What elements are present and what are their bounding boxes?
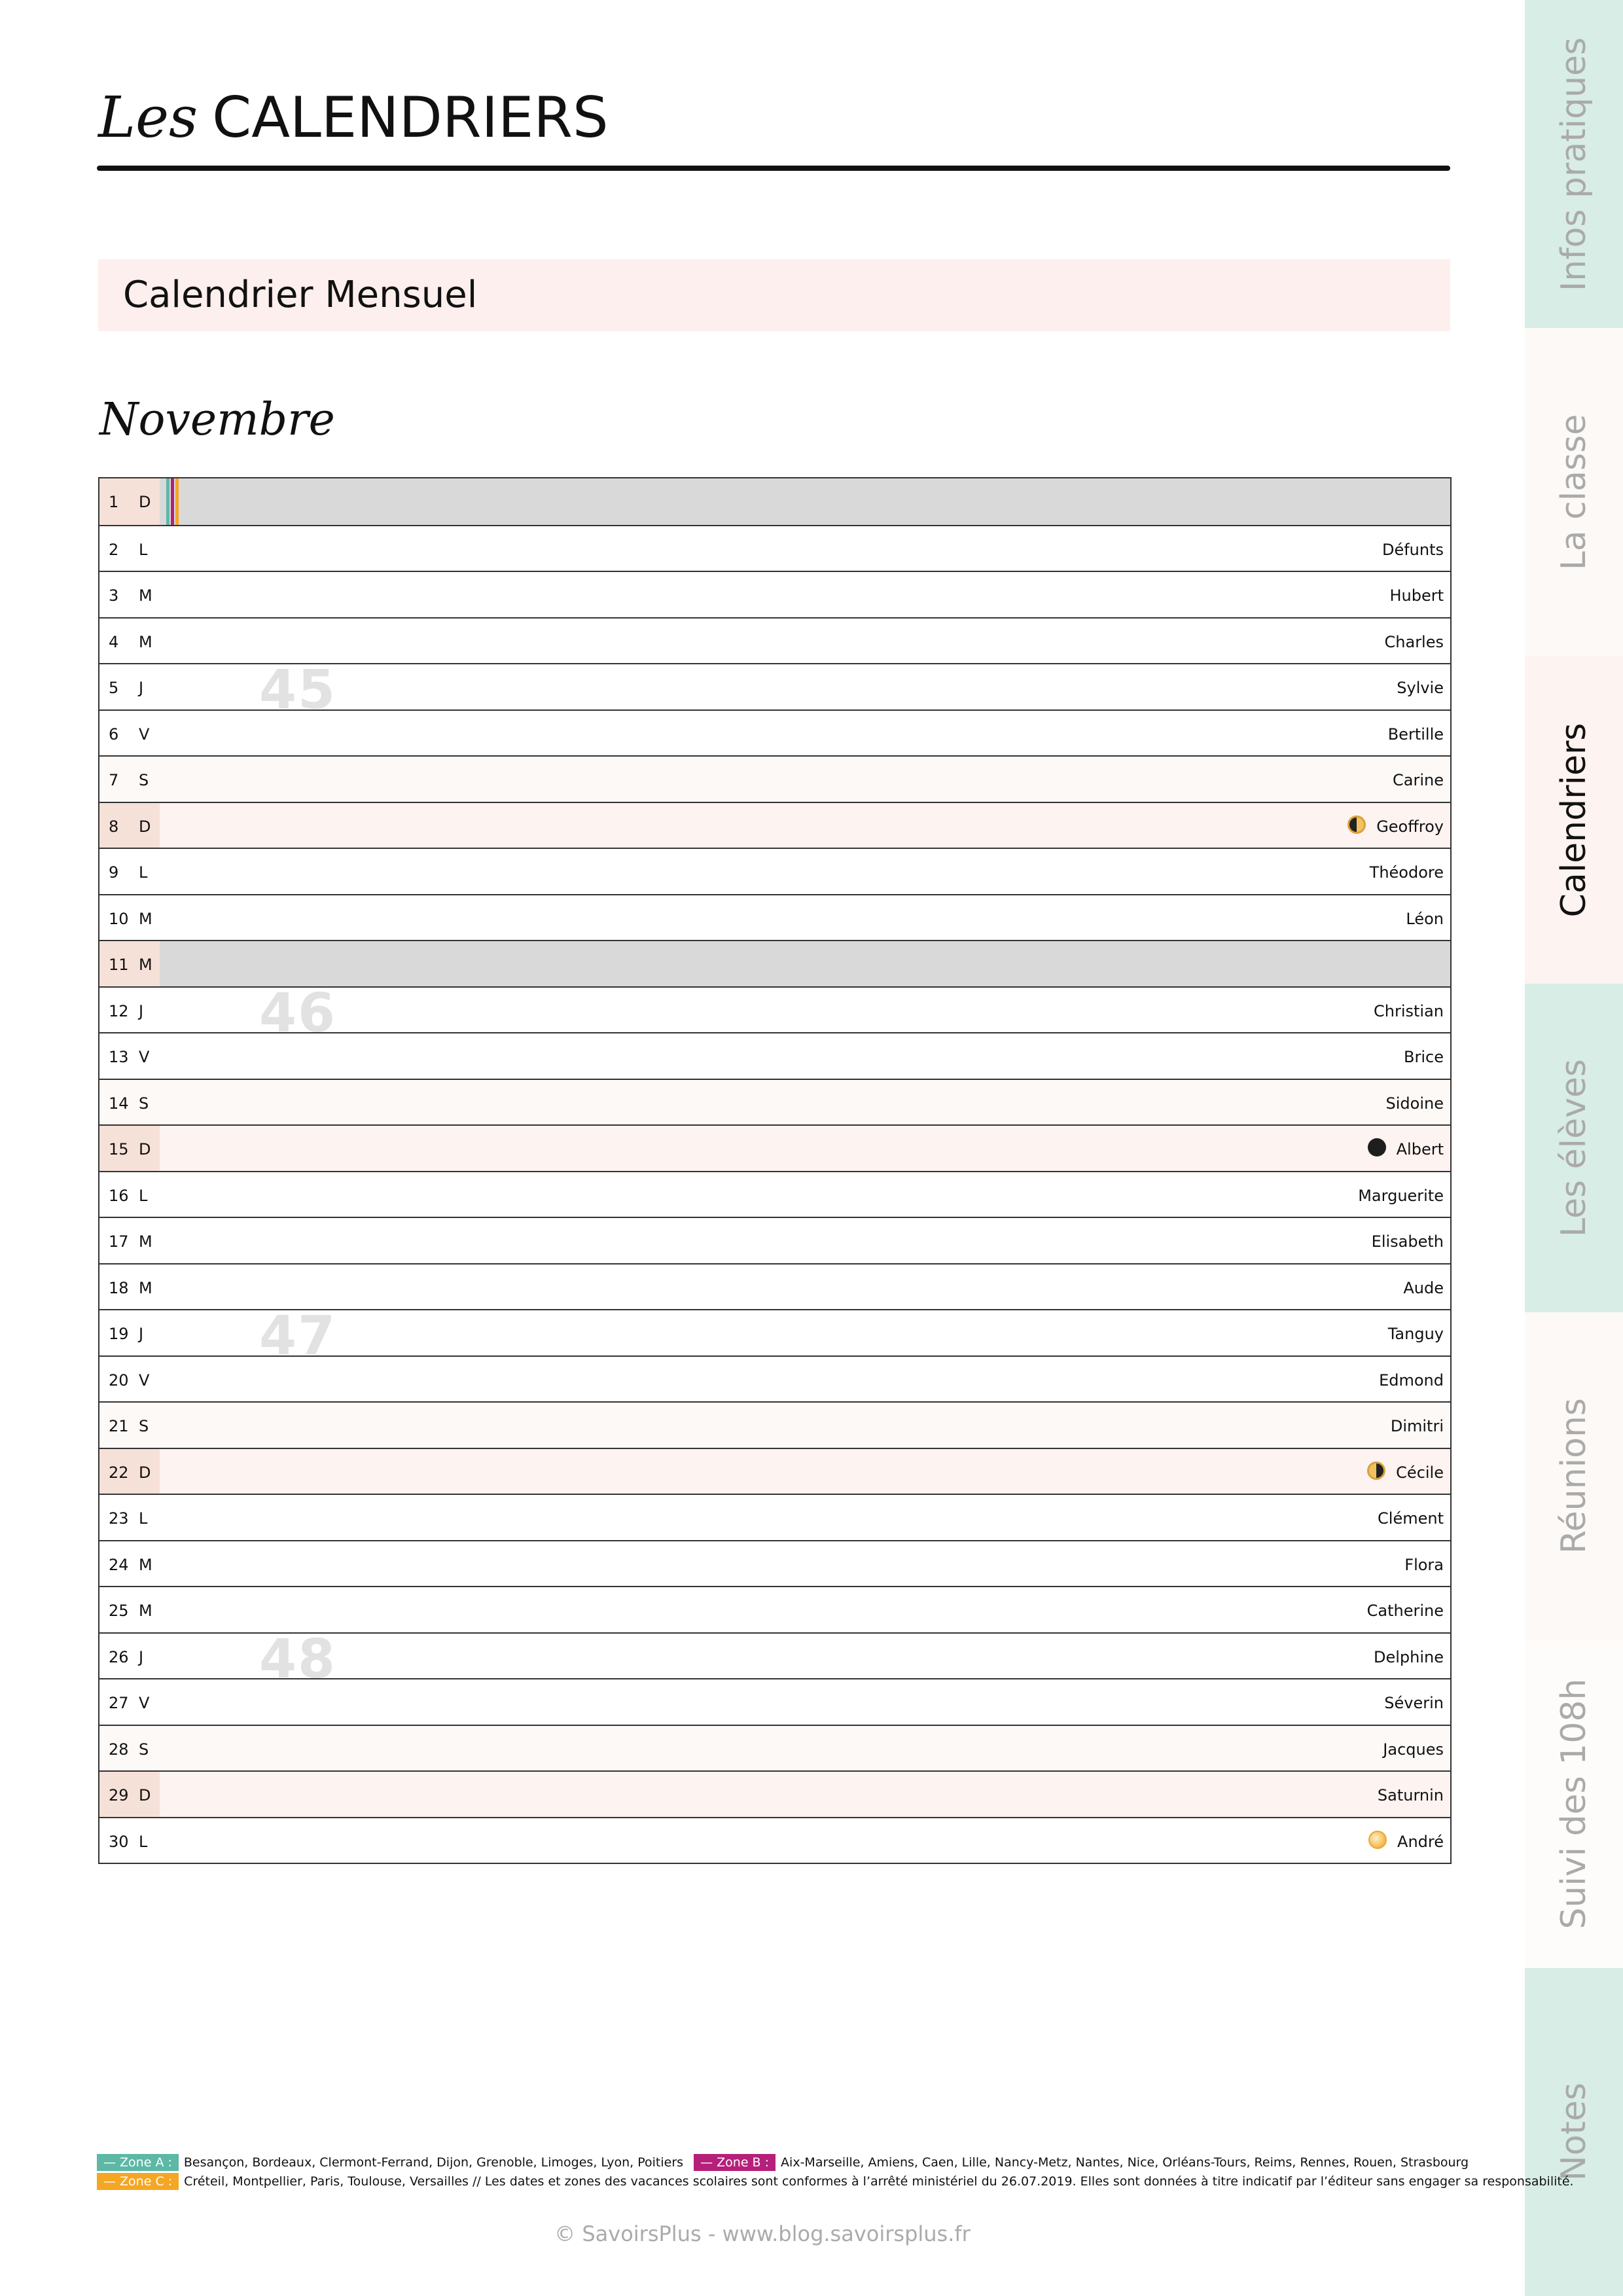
saint-name: Théodore bbox=[1369, 863, 1444, 882]
day-of-week: D bbox=[139, 493, 151, 511]
saint-name: Jacques bbox=[1383, 1740, 1444, 1759]
footer-copyright: © SavoirsPlus - www.blog.savoirsplus.fr bbox=[554, 2221, 971, 2246]
day-row bbox=[99, 755, 1450, 802]
day-number: 14 bbox=[109, 1094, 129, 1113]
day-of-week: L bbox=[139, 540, 148, 559]
day-row bbox=[99, 1725, 1450, 1771]
day-row bbox=[99, 848, 1450, 894]
saint-name: Hubert bbox=[1389, 586, 1444, 605]
day-of-week: J bbox=[139, 1647, 144, 1666]
tab-label: La classe bbox=[1554, 414, 1594, 570]
tab-label: Réunions bbox=[1554, 1398, 1594, 1554]
tab-infos-pratiques[interactable] bbox=[1525, 0, 1623, 328]
week-number: 46 bbox=[259, 982, 337, 1045]
tab-calendriers[interactable] bbox=[1525, 656, 1623, 984]
saint-name: Aude bbox=[1403, 1278, 1444, 1297]
page-title bbox=[98, 85, 609, 164]
day-of-week: D bbox=[139, 1140, 151, 1158]
tab-la-classe[interactable] bbox=[1525, 328, 1623, 656]
tab-suivi-des-108h[interactable] bbox=[1525, 1640, 1623, 1968]
day-row bbox=[99, 617, 1450, 664]
day-of-week: V bbox=[139, 725, 150, 744]
day-number: 30 bbox=[109, 1832, 129, 1851]
day-row bbox=[99, 1770, 1450, 1817]
zone-c-badge: — Zone C : bbox=[97, 2173, 179, 2190]
day-row bbox=[99, 1079, 1450, 1125]
day-number: 6 bbox=[109, 725, 119, 744]
last-quarter-icon bbox=[1367, 1462, 1385, 1480]
day-row bbox=[99, 1124, 1450, 1171]
day-of-week: M bbox=[139, 632, 152, 651]
day-of-week: M bbox=[139, 909, 152, 928]
day-number: 18 bbox=[109, 1278, 129, 1297]
day-number: 17 bbox=[109, 1232, 129, 1251]
day-row bbox=[99, 1448, 1450, 1494]
day-number: 1 bbox=[109, 493, 119, 511]
day-of-week: D bbox=[139, 1786, 151, 1804]
day-number: 9 bbox=[109, 863, 119, 882]
saint-name: Cécile bbox=[1396, 1463, 1444, 1482]
day-number: 15 bbox=[109, 1140, 129, 1158]
day-number: 5 bbox=[109, 679, 119, 697]
tab-label: Suivi des 108h bbox=[1554, 1678, 1594, 1929]
saint-name: Saturnin bbox=[1377, 1786, 1444, 1804]
day-of-week: M bbox=[139, 956, 152, 974]
day-of-week: V bbox=[139, 1048, 150, 1066]
day-number: 16 bbox=[109, 1186, 129, 1205]
day-row bbox=[99, 525, 1450, 571]
day-number: 7 bbox=[109, 771, 119, 789]
day-of-week: S bbox=[139, 1740, 149, 1759]
day-number: 27 bbox=[109, 1694, 129, 1712]
saint-name: Geoffroy bbox=[1376, 817, 1444, 836]
legend-line-1 bbox=[97, 2154, 1469, 2171]
saint-name: Clément bbox=[1378, 1509, 1444, 1528]
day-of-week: M bbox=[139, 586, 152, 605]
page-title-caps: CALENDRIERS bbox=[212, 85, 609, 151]
day-number: 21 bbox=[109, 1417, 129, 1435]
day-number: 24 bbox=[109, 1555, 129, 1574]
saint-name: Catherine bbox=[1366, 1602, 1444, 1620]
day-number: 10 bbox=[109, 909, 129, 928]
day-of-week: L bbox=[139, 1509, 148, 1528]
saint-name: Edmond bbox=[1379, 1371, 1444, 1390]
day-number: 29 bbox=[109, 1786, 129, 1804]
zone-a-badge: — Zone A : bbox=[97, 2154, 179, 2171]
day-row bbox=[99, 1817, 1450, 1863]
saint-name: Défunts bbox=[1382, 540, 1444, 559]
day-row bbox=[99, 478, 1450, 525]
day-number: 20 bbox=[109, 1371, 129, 1390]
tab-label: Les élèves bbox=[1554, 1059, 1594, 1237]
zone-b-text: Aix-Marseille, Amiens, Caen, Lille, Nancy-Metz, Nantes, Nice, Orléans-Tours, Reims, Rennes, Rouen, Strasbourg bbox=[781, 2155, 1469, 2170]
tab-label: Infos pratiques bbox=[1554, 37, 1594, 291]
saint-name: Carine bbox=[1393, 771, 1444, 789]
day-number: 22 bbox=[109, 1463, 129, 1482]
saint-name: Tanguy bbox=[1387, 1325, 1444, 1343]
vacation-zone-stripe bbox=[166, 478, 169, 525]
day-row bbox=[99, 1540, 1450, 1587]
day-number: 3 bbox=[109, 586, 119, 605]
saint-name: Charles bbox=[1384, 632, 1444, 651]
day-number: 4 bbox=[109, 632, 119, 651]
tab-notes[interactable] bbox=[1525, 1968, 1623, 2296]
day-of-week: J bbox=[139, 679, 144, 697]
day-of-week: S bbox=[139, 1094, 149, 1113]
legend-line-2 bbox=[97, 2173, 1574, 2190]
day-number: 8 bbox=[109, 817, 119, 836]
day-row bbox=[99, 894, 1450, 941]
page-title-script: Les bbox=[98, 85, 198, 151]
title-divider bbox=[97, 166, 1450, 171]
saint-name: Dimitri bbox=[1390, 1417, 1444, 1435]
day-of-week: V bbox=[139, 1694, 150, 1712]
month-title: Novembre bbox=[99, 394, 335, 446]
day-of-week: M bbox=[139, 1232, 152, 1251]
day-of-week: M bbox=[139, 1602, 152, 1620]
week-number: 47 bbox=[259, 1305, 337, 1367]
day-row bbox=[99, 1494, 1450, 1540]
day-number: 28 bbox=[109, 1740, 129, 1759]
tab-les-l-ves[interactable] bbox=[1525, 984, 1623, 1312]
saint-name: Léon bbox=[1406, 909, 1444, 928]
tab-r-unions[interactable] bbox=[1525, 1312, 1623, 1640]
day-row bbox=[99, 1171, 1450, 1217]
day-of-week: D bbox=[139, 1463, 151, 1482]
vacation-zone-stripe bbox=[175, 478, 179, 525]
saint-name: Brice bbox=[1404, 1048, 1444, 1066]
day-of-week: L bbox=[139, 1832, 148, 1851]
day-of-week: J bbox=[139, 1001, 144, 1020]
day-row bbox=[99, 802, 1450, 848]
saint-name: Marguerite bbox=[1358, 1186, 1444, 1205]
saint-name: Séverin bbox=[1384, 1694, 1444, 1712]
day-of-week: V bbox=[139, 1371, 150, 1390]
day-of-week: L bbox=[139, 1186, 148, 1205]
week-number: 45 bbox=[259, 659, 337, 721]
tab-label: Notes bbox=[1554, 2083, 1594, 2181]
day-row bbox=[99, 1217, 1450, 1263]
full-moon-icon bbox=[1368, 1831, 1387, 1849]
day-number: 2 bbox=[109, 540, 119, 559]
first-quarter-icon bbox=[1347, 816, 1366, 834]
day-of-week: S bbox=[139, 771, 149, 789]
day-number: 11 bbox=[109, 956, 129, 974]
day-number: 19 bbox=[109, 1325, 129, 1343]
day-row bbox=[99, 940, 1450, 986]
week-number: 48 bbox=[259, 1628, 337, 1691]
saint-name: Flora bbox=[1404, 1555, 1444, 1574]
new-moon-icon bbox=[1368, 1138, 1386, 1157]
day-row bbox=[99, 571, 1450, 617]
day-row bbox=[99, 1401, 1450, 1448]
saint-name: Sylvie bbox=[1397, 679, 1444, 697]
zone-c-text: Créteil, Montpellier, Paris, Toulouse, Versailles // Les dates et zones des vacances scolaires sont conformes à l’arrêté ministériel du 26.07.2019. Elles sont données à titre indicatif par l’éditeur sans engager sa responsabilité. bbox=[184, 2174, 1574, 2189]
day-of-week: M bbox=[139, 1555, 152, 1574]
section-banner bbox=[98, 259, 1450, 331]
day-of-week: D bbox=[139, 817, 151, 836]
day-number: 26 bbox=[109, 1647, 129, 1666]
day-of-week: S bbox=[139, 1417, 149, 1435]
vacation-zone-stripe bbox=[171, 478, 174, 525]
saint-name: Bertille bbox=[1387, 725, 1444, 744]
day-row bbox=[99, 1586, 1450, 1632]
saint-name: André bbox=[1397, 1832, 1444, 1851]
day-number: 12 bbox=[109, 1001, 129, 1020]
section-title: Calendrier Mensuel bbox=[123, 274, 478, 316]
saint-name: Sidoine bbox=[1385, 1094, 1444, 1113]
saint-name: Elisabeth bbox=[1371, 1232, 1444, 1251]
day-number: 25 bbox=[109, 1602, 129, 1620]
saint-name: Christian bbox=[1373, 1001, 1444, 1020]
saint-name: Delphine bbox=[1373, 1647, 1444, 1666]
day-row bbox=[99, 1263, 1450, 1310]
day-of-week: L bbox=[139, 863, 148, 882]
day-of-week: J bbox=[139, 1325, 144, 1343]
day-number: 23 bbox=[109, 1509, 129, 1528]
zone-a-text: Besançon, Bordeaux, Clermont-Ferrand, Dijon, Grenoble, Limoges, Lyon, Poitiers bbox=[183, 2155, 684, 2170]
day-number: 13 bbox=[109, 1048, 129, 1066]
zone-b-badge: — Zone B : bbox=[694, 2154, 776, 2171]
saint-name: Albert bbox=[1396, 1140, 1444, 1158]
tab-label: Calendriers bbox=[1554, 723, 1594, 918]
day-of-week: M bbox=[139, 1278, 152, 1297]
